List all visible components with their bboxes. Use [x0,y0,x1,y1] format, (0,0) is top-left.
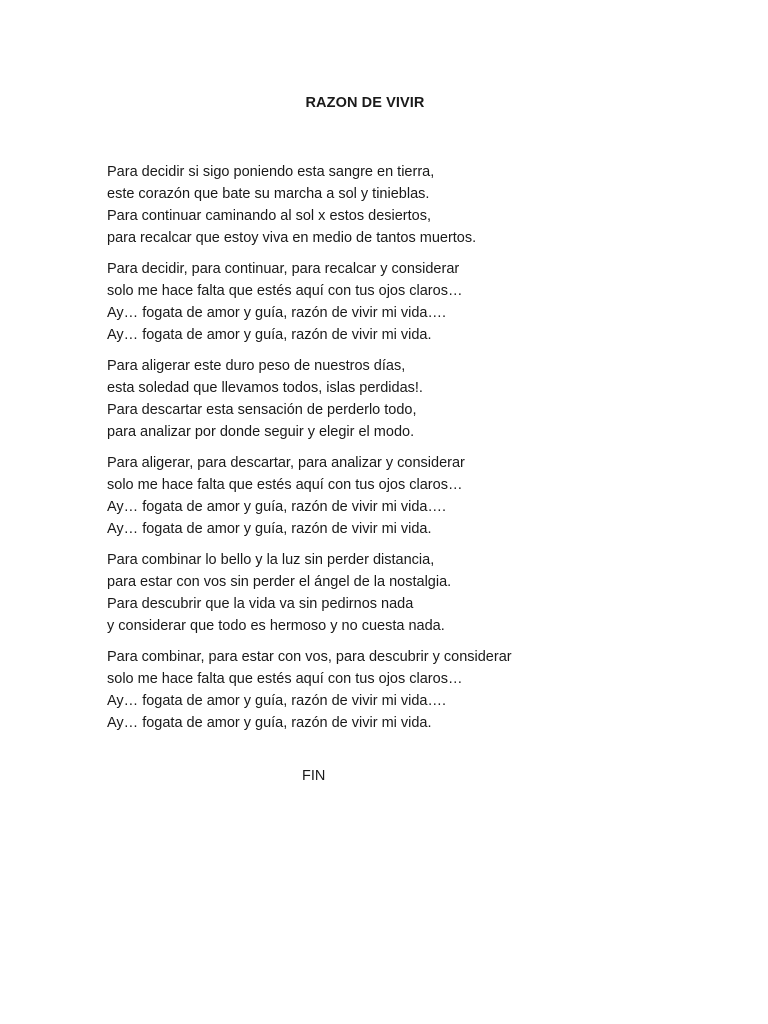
poem-line: solo me hace falta que estés aquí con tus ojos claros… [107,283,463,299]
stanza [107,646,727,734]
poem-body [107,161,727,743]
poem-line: para recalcar que estoy viva en medio de tantos muertos. [107,230,477,246]
poem-line: solo me hace falta que estés aquí con tus ojos claros… [107,477,463,493]
stanza [107,258,727,346]
poem-line: Para continuar caminando al sol x estos desiertos, [107,208,432,224]
poem-line: Para aligerar este duro peso de nuestros días, [107,358,406,374]
poem-line: Ay… fogata de amor y guía, razón de vivir mi vida. [107,327,432,343]
stanza [107,355,727,443]
poem-line: para estar con vos sin perder el ángel de la nostalgia. [107,574,452,590]
poem-title: RAZON DE VIVIR [305,95,425,111]
poem-line: Ay… fogata de amor y guía, razón de vivir mi vida…. [107,499,447,515]
stanza [107,549,727,637]
poem-line: Para decidir, para continuar, para recalcar y considerar [107,261,460,277]
poem-line: este corazón que bate su marcha a sol y tinieblas. [107,186,430,202]
poem-line: Para aligerar, para descartar, para analizar y considerar [107,455,465,471]
poem-line: Para decidir si sigo poniendo esta sangre en tierra, [107,164,435,180]
poem-ending: FIN [302,768,326,784]
poem-line: solo me hace falta que estés aquí con tus ojos claros… [107,671,463,687]
poem-line: esta soledad que llevamos todos, islas perdidas!. [107,380,423,396]
poem-line: Para combinar, para estar con vos, para descubrir y considerar [107,649,512,665]
poem-line: Ay… fogata de amor y guía, razón de vivir mi vida…. [107,693,447,709]
poem-line: Ay… fogata de amor y guía, razón de vivir mi vida. [107,521,432,537]
stanza [107,161,727,249]
poem-line: Para descartar esta sensación de perderlo todo, [107,402,417,418]
poem-line: Para combinar lo bello y la luz sin perder distancia, [107,552,435,568]
poem-line: para analizar por donde seguir y elegir el modo. [107,424,415,440]
poem-line: Para descubrir que la vida va sin pedirnos nada [107,596,414,612]
poem-line: Ay… fogata de amor y guía, razón de vivir mi vida…. [107,305,447,321]
stanza [107,452,727,540]
poem-line: Ay… fogata de amor y guía, razón de vivir mi vida. [107,715,432,731]
poem-line: y considerar que todo es hermoso y no cuesta nada. [107,618,445,634]
